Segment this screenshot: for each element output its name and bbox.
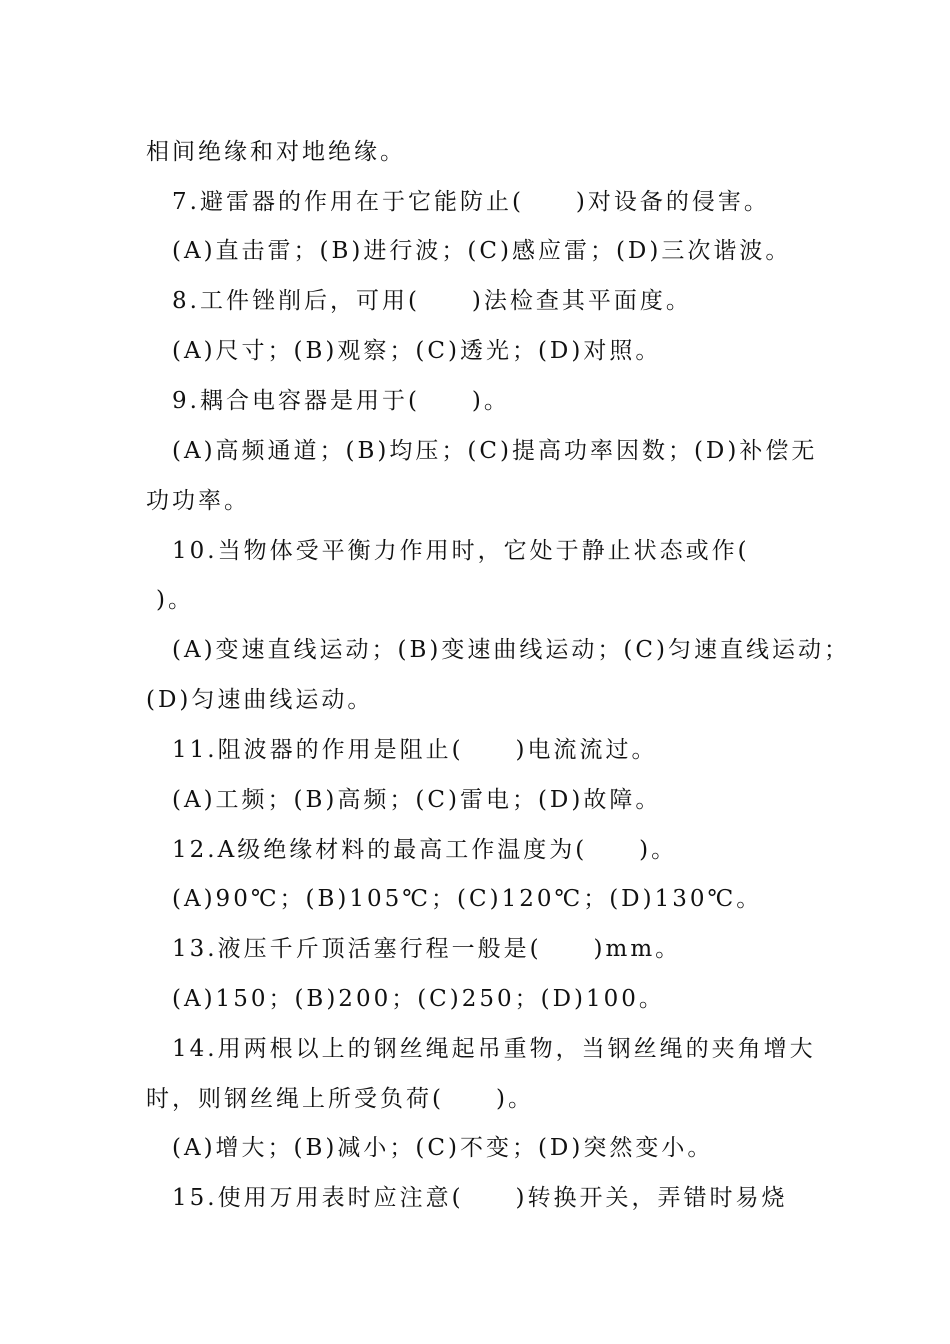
options-11: (A)工频；(B)高频；(C)雷电；(D)故障。 — [172, 787, 662, 813]
question-9: 9.耦合电容器是用于( )。 — [172, 388, 510, 414]
options-7: (A)直击雷；(B)进行波；(C)感应雷；(D)三次谐波。 — [172, 238, 792, 264]
question-10-cont: )。 — [156, 587, 194, 613]
options-9-cont: 功功率。 — [146, 488, 250, 514]
question-11: 11.阻波器的作用是阻止( )电流流过。 — [172, 737, 658, 763]
question-10: 10.当物体受平衡力作用时，它处于静止状态或作( — [172, 538, 750, 564]
question-8: 8.工件锉削后，可用( )法检查其平面度。 — [172, 288, 692, 314]
text-line: 相间绝缘和对地绝缘。 — [146, 139, 406, 165]
options-14: (A)增大；(B)减小；(C)不变；(D)突然变小。 — [172, 1135, 714, 1161]
question-12: 12.A级绝缘材料的最高工作温度为( )。 — [172, 837, 678, 863]
options-8: (A)尺寸；(B)观察；(C)透光；(D)对照。 — [172, 338, 662, 364]
options-10-cont: (D)匀速曲线运动。 — [146, 687, 374, 713]
question-14: 14.用两根以上的钢丝绳起吊重物，当钢丝绳的夹角增大 — [172, 1036, 816, 1062]
options-12: (A)90℃；(B)105℃；(C)120℃；(D)130℃。 — [172, 886, 763, 912]
question-14-cont: 时，则钢丝绳上所受负荷( )。 — [146, 1086, 534, 1112]
question-13: 13.液压千斤顶活塞行程一般是( )mm。 — [172, 936, 682, 962]
options-10: (A)变速直线运动；(B)变速曲线运动；(C)匀速直线运动； — [172, 637, 850, 663]
question-15: 15.使用万用表时应注意( )转换开关，弄错时易烧 — [172, 1185, 788, 1211]
options-9: (A)高频通道；(B)均压；(C)提高功率因数；(D)补偿无 — [172, 438, 818, 464]
options-13: (A)150；(B)200；(C)250；(D)100。 — [172, 986, 665, 1012]
question-7: 7.避雷器的作用在于它能防止( )对设备的侵害。 — [172, 189, 770, 215]
